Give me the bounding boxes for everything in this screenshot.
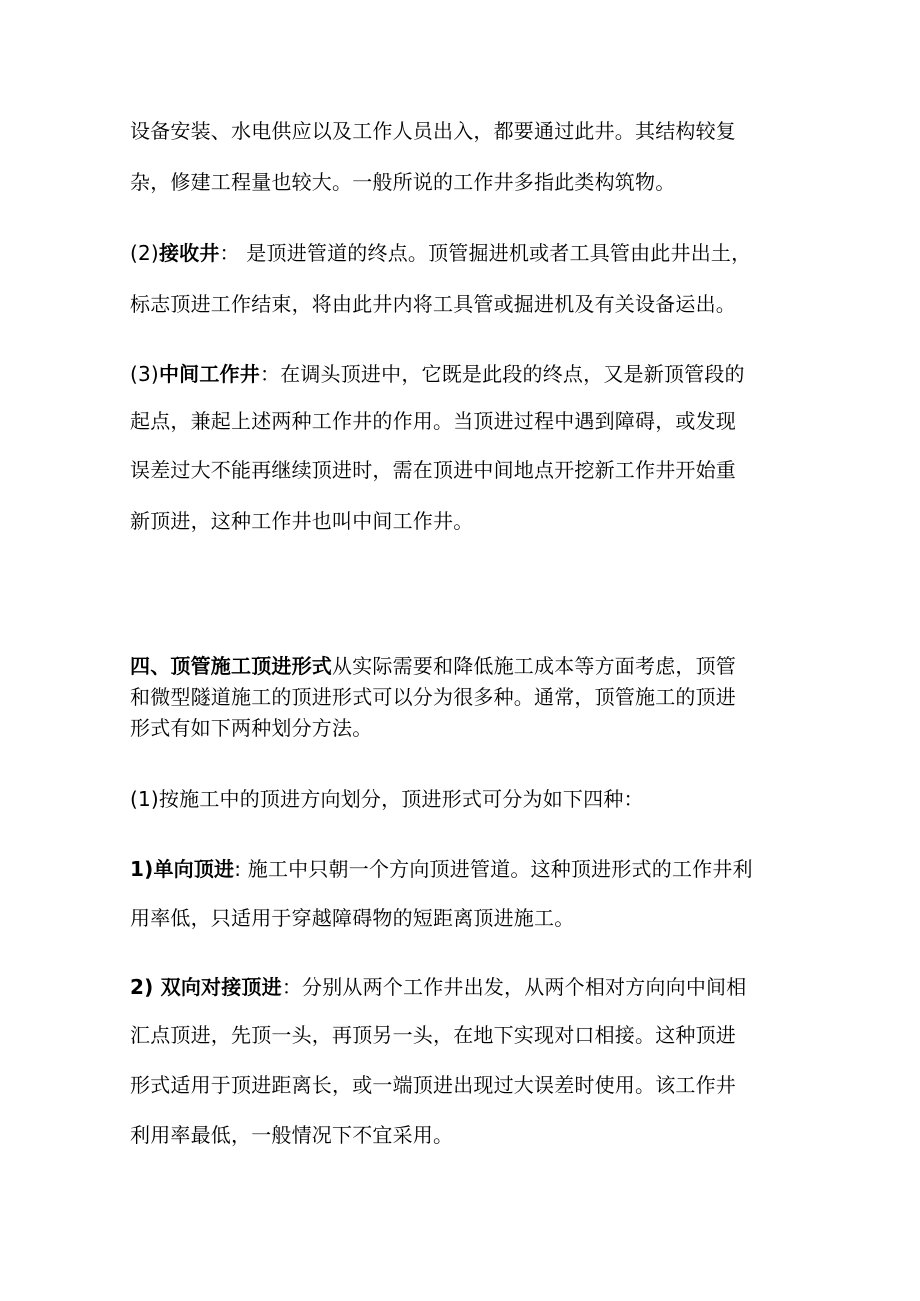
paragraph-text: ：在调头顶进中，它既是此段的终点，又是新顶管段的 [259,362,745,386]
paragraph-text: ： 是顶进管道的终点。顶管掘进机或者工具管由此井出土， [219,241,752,265]
paragraph-line: 设备安装、水电供应以及工作人员出入，都要通过此井。其结构较复 [130,119,736,143]
term-one-way-jacking: 1)单向顶进 [130,857,235,881]
item-prefix: (2) [130,241,159,265]
section-heading: 四、顶管施工顶进形式 [130,654,332,678]
paragraph-line: 起点，兼起上述两种工作井的作用。当顶进过程中遇到障碍，或发现 [130,409,736,433]
paragraph-line [130,360,810,388]
paragraph-line: 汇点顶进，先顶一头，再顶另一头，在地下实现对口相接。这种顶进 [130,1023,736,1047]
item-prefix: (3) [130,362,159,386]
paragraph-text: : 施工中只朝一个方向顶进管道。这种顶进形式的工作井利 [234,857,753,881]
paragraph-line [130,652,810,680]
paragraph-text: ：分别从两个工作井出发，从两个相对方向向中间相 [281,975,747,999]
paragraph-line: 形式适用于顶进距离长，或一端顶进出现过大误差时使用。该工作井 [130,1073,736,1097]
paragraph-line [130,239,810,267]
paragraph-line: 利用率最低，一般情况下不宜采用。 [130,1123,454,1147]
paragraph-text: 从实际需要和降低施工成本等方面考虑，顶管 [332,654,736,678]
paragraph-line: 新顶进，这种工作井也叫中间工作井。 [130,509,474,533]
paragraph-line: 形式有如下两种划分方法。 [130,716,373,740]
paragraph-line [130,855,810,883]
paragraph-line: 用率低，只适用于穿越障碍物的短距离顶进施工。 [130,906,575,930]
term-intermediate-shaft: 中间工作井 [158,362,260,386]
paragraph-line: (1)按施工中的顶进方向划分，顶进形式可分为如下四种： [130,787,644,811]
paragraph-line: 杂，修建工程量也较大。一般所说的工作井多指此类构筑物。 [130,170,676,194]
paragraph-line: 和微型隧道施工的顶进形式可以分为很多种。通常，顶管施工的顶进 [130,685,736,709]
paragraph-line: 误差过大不能再继续顶进时，需在顶进中间地点开挖新工作井开始重 [130,458,736,482]
term-receiving-shaft: 接收井 [158,241,220,265]
paragraph-line: 标志顶进工作结束，将由此井内将工具管或掘进机及有关设备运出。 [130,292,736,316]
paragraph-line [130,973,810,1001]
term-two-way-jacking: 2) 双向对接顶进 [130,975,282,999]
